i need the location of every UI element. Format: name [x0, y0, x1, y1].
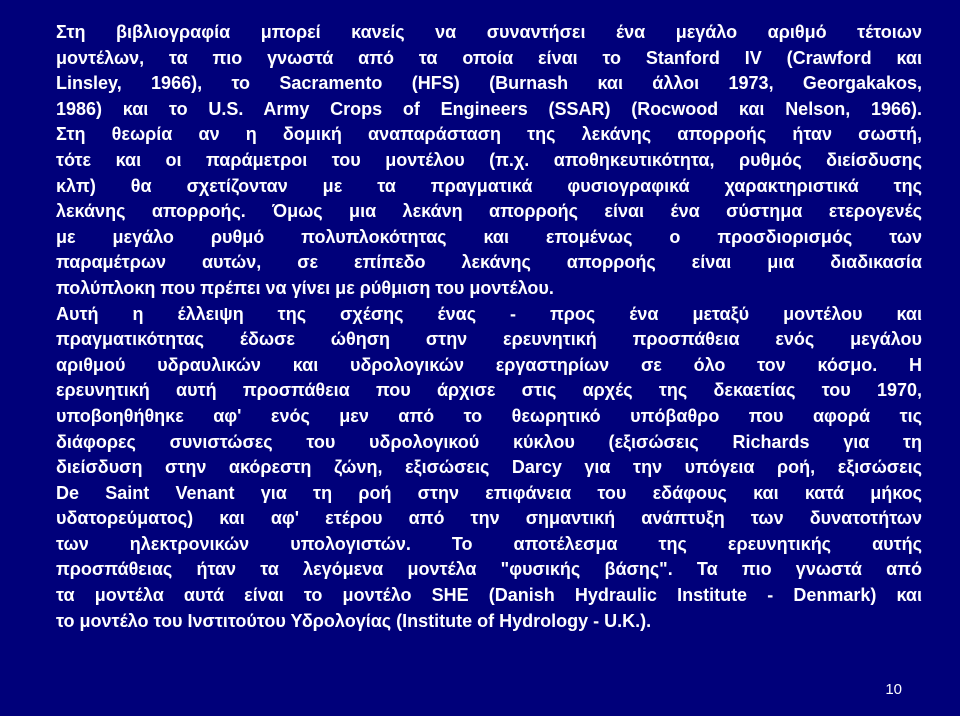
- text-line: των ηλεκτρονικών υπολογιστών. Το αποτέλεσμα της ερευνητικής αυτής: [56, 533, 922, 554]
- text-line: ερευνητική αυτή προσπάθεια που άρχισε στις αρχές της δεκαετίας του 1970,: [56, 380, 922, 401]
- text-line: De Saint Venant για τη ροή στην επιφάνεια του εδάφους και κατά μήκος: [56, 482, 922, 503]
- text-line: τότε και οι παράμετροι του μοντέλου (π.χ. αποθηκευτικότητα, ρυθμός διείσδυσης: [56, 149, 922, 170]
- text-line: υδατορεύματος) και αφ' ετέρου από την σημαντική ανάπτυξη των δυνατοτήτων: [56, 508, 922, 529]
- text-line: Στη θεωρία αν η δομική αναπαράσταση της λεκάνης απορροής ήταν σωστή,: [56, 124, 922, 145]
- text-line: κλπ) θα σχετίζονταν με τα πραγματικά φυσιογραφικά χαρακτηριστικά της: [56, 175, 922, 196]
- text-line: πολύπλοκη που πρέπει να γίνει με ρύθμιση του μοντέλου.: [56, 277, 554, 298]
- text-line: αριθμού υδραυλικών και υδρολογικών εργαστηρίων σε όλο τον κόσμο. Η: [56, 354, 922, 375]
- text-line: το μοντέλο του Ινστιτούτου Υδρολογίας (Institute of Hydrology - U.K.).: [56, 610, 652, 631]
- text-line: λεκάνης απορροής. Όμως μια λεκάνη απορροής είναι ένα σύστημα ετερογενές: [56, 201, 922, 222]
- text-line: Linsley, 1966), το Sacramento (HFS) (Burnash και άλλοι 1973, Georgakakos,: [56, 73, 922, 94]
- text-line: διάφορες συνιστώσες του υδρολογικού κύκλου (εξισώσεις Richards για τη: [56, 431, 922, 452]
- text-line: προσπάθειας ήταν τα λεγόμενα μοντέλα "φυσικής βάσης". Τα πιο γνωστά από: [56, 559, 922, 580]
- text-line: 1986) και το U.S. Army Crops of Engineers (SSAR) (Rocwood και Nelson, 1966).: [56, 98, 922, 119]
- text-line: Αυτή η έλλειψη της σχέσης ένας - προς ένα μεταξύ μοντέλου και: [56, 303, 922, 324]
- text-line: παραμέτρων αυτών, σε επίπεδο λεκάνης απορροής είναι μια διαδικασία: [56, 252, 922, 273]
- text-line: Στη βιβλιογραφία μπορεί κανείς να συναντήσει ένα μεγάλο αριθμό τέτοιων: [56, 22, 922, 42]
- text-line: με μεγάλο ρυθμό πολυπλοκότητας και επομένως ο προσδιορισμός των: [56, 226, 922, 247]
- text-line: διείσδυση στην ακόρεστη ζώνη, εξισώσεις Darcy για την υπόγεια ροή, εξισώσεις: [56, 457, 922, 478]
- text-line: υποβοηθήθηκε αφ' ενός μεν από το θεωρητικό υπόβαθρο που αφορά τις: [56, 405, 922, 426]
- text-line: τα μοντέλα αυτά είναι το μοντέλο SHE (Danish Hydraulic Institute - Denmark) και: [56, 585, 922, 606]
- text-line: μοντέλων, τα πιο γνωστά από τα οποία είναι το Stanford IV (Crawford και: [56, 47, 922, 68]
- text-line: πραγματικότητας έδωσε ώθηση στην ερευνητική προσπάθεια ενός μεγάλου: [56, 329, 922, 350]
- body-text: [56, 20, 922, 634]
- page-number: 10: [885, 681, 902, 698]
